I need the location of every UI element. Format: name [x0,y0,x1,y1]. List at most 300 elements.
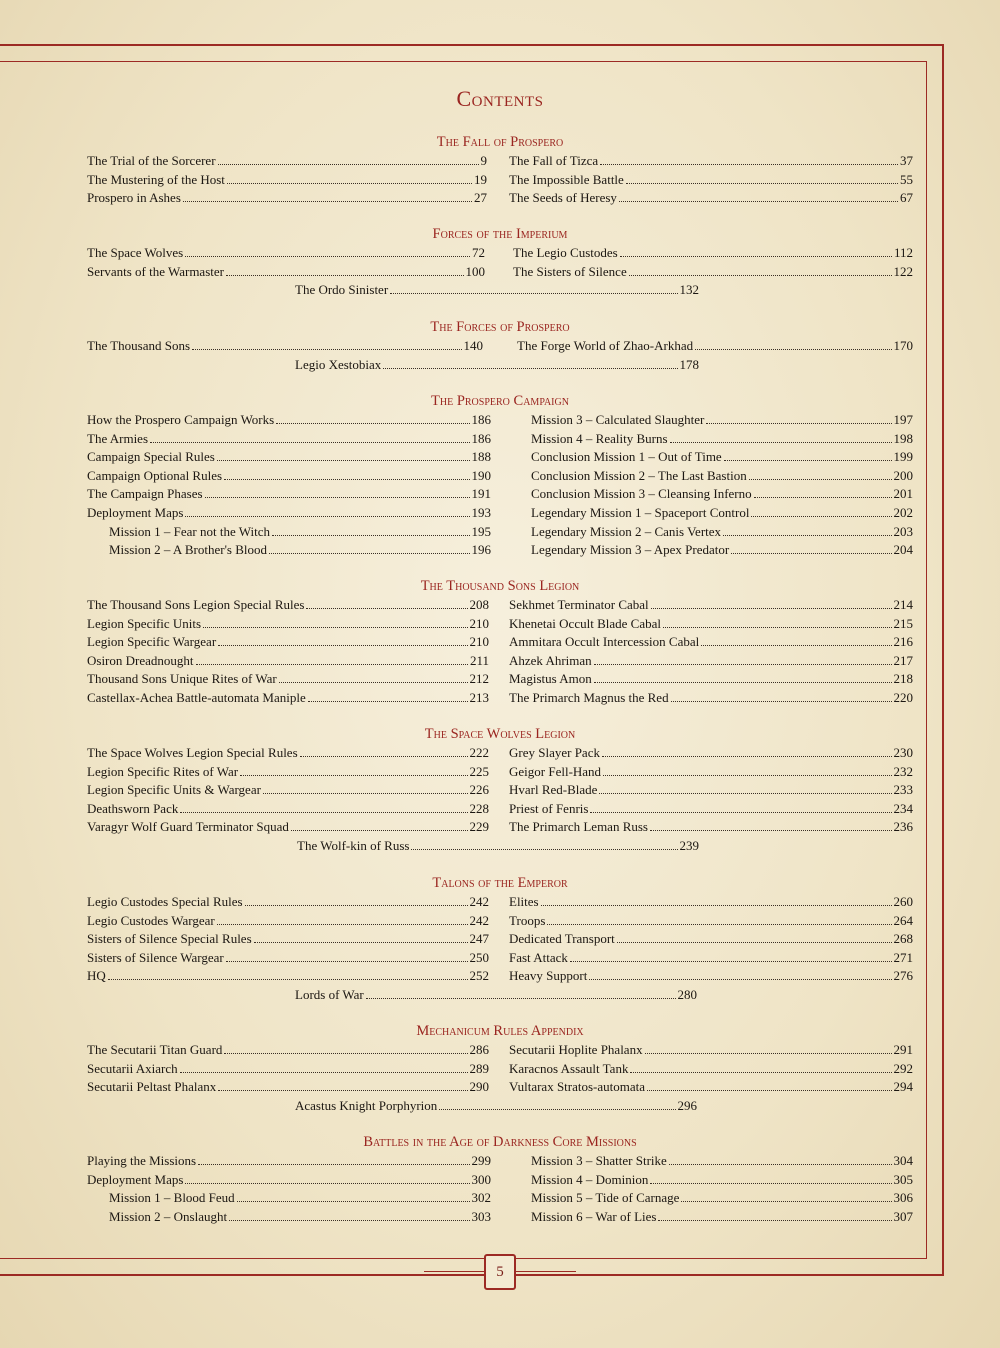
toc-entry-title: Legio Custodes Wargear [87,912,215,928]
toc-entry-title: The Primarch Magnus the Red [509,689,669,705]
toc-section [87,1022,913,1115]
toc-entry-title: Legendary Mission 1 – Spaceport Control [531,504,750,520]
toc-entry-title: Ammitara Occult Intercession Cabal [509,634,700,650]
dot-leader [224,1041,467,1054]
toc-entry[interactable] [87,337,483,356]
toc-centered-entry [295,986,697,1005]
toc-entry[interactable] [297,837,699,856]
toc-entry-page: 226 [469,782,489,798]
dot-leader [619,189,898,202]
toc-column-left [87,744,489,837]
toc-entry[interactable] [509,1060,913,1079]
toc-entry-title: The Campaign Phases [87,486,203,502]
dot-leader [218,633,467,646]
toc-entry-title: Mission 5 – Tide of Carnage [531,1190,680,1206]
toc-entry-page: 112 [893,245,913,260]
toc-entry-title: The Armies [87,430,149,446]
toc-entry-title: Mission 1 – Blood Feud [109,1190,235,1206]
toc-entry-title: The Sisters of Silence [513,263,627,279]
dot-leader [269,541,470,554]
toc-entry-page: 178 [679,356,699,372]
toc-entry[interactable] [509,912,913,931]
dot-leader [306,596,467,609]
toc-entry-page: 305 [893,1171,913,1187]
dot-leader [626,171,898,184]
toc-entry-title: Grey Slayer Pack [509,745,600,760]
dot-leader [180,1060,468,1073]
toc-entry[interactable] [531,1171,913,1190]
toc-entry-page: 233 [893,782,913,798]
toc-entry-title: The Fall of Tizca [509,153,599,168]
toc-entry[interactable] [87,689,489,708]
dot-leader [226,263,464,276]
dot-leader [671,689,892,702]
toc-entry-title: HQ [87,968,106,984]
toc-entry-title: Vultarax Stratos-automata [509,1079,646,1095]
toc-entry[interactable] [509,930,913,949]
toc-entry[interactable] [87,818,489,837]
toc-entry-page: 196 [471,542,491,558]
dot-leader [218,1078,467,1091]
toc-entry-page: 200 [893,467,913,483]
toc-entry-title: Conclusion Mission 1 – Out of Time [531,449,722,465]
toc-entry[interactable] [87,1189,491,1208]
dot-leader [570,949,892,962]
toc-entry[interactable] [509,596,913,615]
toc-entry-page: 222 [469,745,489,760]
dot-leader [629,263,892,276]
toc-entry[interactable] [87,485,491,504]
toc-entry-title: The Ordo Sinister [295,282,389,298]
dot-leader [647,1078,891,1091]
toc-entry-title: Acastus Knight Porphyrion [295,1097,438,1113]
dot-leader [245,893,468,906]
toc-entry-title: Thousand Sons Unique Rites of War [87,671,277,687]
toc-entry-page: 216 [893,634,913,650]
dot-leader [681,1189,891,1202]
toc-entry-page: 232 [893,763,913,779]
dot-leader [108,967,468,980]
toc-entry-page: 247 [469,931,489,947]
toc-entry-page: 208 [469,597,489,612]
toc-entry-page: 252 [469,968,489,984]
toc-entry-page: 186 [471,412,491,427]
toc-entry-page: 242 [469,912,489,928]
page-number: 5 [484,1254,516,1290]
toc-entry[interactable] [87,467,491,486]
toc-entry-title: Priest of Fenris [509,800,589,816]
toc-entry[interactable] [87,800,489,819]
toc-entry-title: Legion Specific Rites of War [87,763,239,779]
dot-leader [226,949,468,962]
toc-entry[interactable] [87,1208,491,1227]
toc-entry-page: 234 [893,800,913,816]
dot-leader [749,467,892,480]
dot-leader [723,523,891,536]
toc-entry-title: Lords of War [295,986,364,1002]
section-title: The Fall of Prospero [436,134,564,150]
toc-entry-title: The Trial of the Sorcerer [87,153,216,168]
toc-entry-title: Sekhmet Terminator Cabal [509,597,649,612]
toc-entry-title: Mission 2 – Onslaught [109,1208,228,1224]
toc-entry-title: Secutarii Hoplite Phalanx [509,1042,643,1057]
toc-entry[interactable] [295,986,697,1005]
toc-entry-title: Mission 3 – Calculated Slaughter [531,412,705,427]
dot-leader [217,912,468,925]
toc-entry[interactable] [87,244,485,263]
toc-entry-page: 19 [474,171,487,187]
toc-entry-page: 170 [893,338,913,353]
toc-entry-title: Legio Xestobiax [295,356,382,372]
toc-entry-title: Ahzek Ahriman [509,652,592,668]
dot-leader [411,837,677,850]
section-title: The Space Wolves Legion [424,726,576,742]
toc-entry[interactable] [509,818,913,837]
toc-entry-page: 195 [471,523,491,539]
toc-entry-page: 214 [893,597,913,612]
toc-entry[interactable] [87,967,489,986]
dot-leader [366,986,676,999]
toc-entry[interactable] [87,949,489,968]
toc-entry[interactable] [87,1171,491,1190]
dot-leader [308,689,468,702]
toc-entry[interactable] [87,615,489,634]
dot-leader [589,967,891,980]
toc-entry[interactable] [87,411,491,430]
toc-entry[interactable] [531,1189,913,1208]
toc-entry-title: Campaign Optional Rules [87,467,223,483]
dot-leader [751,504,891,517]
toc-entry[interactable] [509,1041,913,1060]
toc-entry[interactable] [87,504,491,523]
toc-section [87,318,913,374]
toc-entry-title: Conclusion Mission 2 – The Last Bastion [531,467,747,483]
toc-entry-page: 202 [893,504,913,520]
toc-entry-title: The Impossible Battle [509,171,624,187]
toc-entry-page: 280 [677,986,697,1002]
toc-entry-page: 100 [465,263,485,279]
toc-column-right [513,244,913,281]
toc-entry-page: 72 [472,245,485,260]
toc-entry[interactable] [531,430,913,449]
toc-entry[interactable] [531,448,913,467]
toc-entry[interactable] [87,430,491,449]
dot-leader [617,930,892,943]
toc-entry-title: Mission 4 – Dominion [531,1171,649,1187]
toc-entry-page: 197 [893,412,913,427]
toc-entry-title: Servants of the Warmaster [87,263,224,279]
toc-entry-title: The Space Wolves [87,245,184,260]
toc-entry-page: 225 [469,763,489,779]
toc-entry-page: 210 [469,634,489,650]
toc-entry-page: 294 [893,1079,913,1095]
toc-column-right [509,152,913,208]
toc-entry-page: 306 [893,1190,913,1206]
dot-leader [198,1152,469,1165]
toc-entry[interactable] [509,1078,913,1097]
dot-leader [205,485,470,498]
toc-entry-page: 186 [471,430,491,446]
toc-entry[interactable] [509,763,913,782]
toc-centered-entry [295,1097,697,1116]
toc-entry-page: 67 [900,190,913,206]
toc-entry-page: 239 [679,837,699,853]
toc-entry[interactable] [517,337,913,356]
toc-entry-title: Legion Specific Units [87,615,202,631]
toc-entry-title: Magistus Amon [509,671,592,687]
dot-leader [669,1152,892,1165]
toc-centered-entry [295,356,699,375]
toc-entry-page: 302 [471,1190,491,1206]
toc-entry[interactable] [87,744,489,763]
dot-leader [185,1171,469,1184]
toc-entry-page: 9 [480,153,487,168]
toc-column-left [87,244,485,281]
toc-column-right [509,1041,913,1097]
toc-entry-title: The Forge World of Zhao-Arkhad [517,338,694,353]
toc-entry-page: 55 [900,171,913,187]
toc-entry-title: Legendary Mission 3 – Apex Predator [531,542,730,558]
toc-entry[interactable] [87,1060,489,1079]
toc-entry-title: The Thousand Sons [87,338,191,353]
toc-entry[interactable] [87,263,485,282]
section-title: The Prospero Campaign [431,393,569,409]
dot-leader [547,912,891,925]
toc-entry-title: The Seeds of Heresy [509,190,617,206]
toc-entry[interactable] [531,411,913,430]
dot-leader [599,781,891,794]
dot-leader [383,356,677,369]
toc-entry[interactable] [87,523,491,542]
toc-entry-page: 228 [469,800,489,816]
toc-column-right [531,411,913,560]
toc-entry[interactable] [509,800,913,819]
toc-entry-page: 217 [893,652,913,668]
toc-entry[interactable] [87,541,491,560]
toc-entry[interactable] [87,912,489,931]
toc-section [87,133,913,208]
toc-entry-page: 291 [893,1042,913,1057]
toc-entry-title: The Legio Custodes [513,245,618,260]
toc-entry-title: Legion Specific Units & Wargear [87,782,261,798]
dot-leader [185,504,469,517]
toc-entry[interactable] [87,1152,491,1171]
dot-leader [196,652,468,665]
toc-entry[interactable] [509,689,913,708]
dot-leader [390,281,677,294]
toc-entry-page: 307 [893,1208,913,1224]
dot-leader [229,1208,469,1221]
toc-entry-page: 218 [893,671,913,687]
toc-entry[interactable] [87,893,489,912]
toc-entry[interactable] [295,356,699,375]
toc-entry-title: Osiron Dreadnought [87,652,194,668]
toc-entry[interactable] [509,949,913,968]
toc-entry-title: Sisters of Silence Wargear [87,949,224,965]
toc-entry-title: The Space Wolves Legion Special Rules [87,745,298,760]
toc-entry[interactable] [87,171,487,190]
dot-leader [590,800,891,813]
toc-section [87,225,913,300]
toc-entry-page: 289 [469,1060,489,1076]
toc-entry-title: Dedicated Transport [509,931,615,947]
toc-column-left [87,411,491,560]
section-title: The Thousand Sons Legion [420,578,580,594]
toc-column-left [87,1041,489,1097]
dot-leader [651,596,892,609]
toc-entry[interactable] [513,263,913,282]
toc-entry-title: Deployment Maps [87,504,184,520]
toc-entry-title: Conclusion Mission 3 – Cleansing Inferno [531,486,752,502]
toc-entry[interactable] [87,1078,489,1097]
dot-leader [602,744,892,757]
toc-column-right [509,744,913,837]
toc-entry-title: Castellax-Achea Battle-automata Maniple [87,689,306,705]
toc-entry-title: The Secutarii Titan Guard [87,1042,223,1057]
toc-entry[interactable] [509,189,913,208]
toc-entry-page: 250 [469,949,489,965]
dot-leader [658,1208,891,1221]
toc-entry[interactable] [87,1041,489,1060]
toc-entry-page: 213 [469,689,489,705]
toc-column-right [509,893,913,986]
dot-leader [279,670,468,683]
toc-entry[interactable] [509,744,913,763]
toc-entry-page: 193 [471,504,491,520]
dot-leader [724,448,892,461]
dot-leader [263,781,468,794]
section-title: Talons of the Emperor [432,875,568,891]
toc-entry[interactable] [531,504,913,523]
toc-entry[interactable] [509,152,913,171]
toc-entry[interactable] [509,652,913,671]
toc-entry[interactable] [509,781,913,800]
toc-column-left [87,893,489,986]
toc-entry-page: 264 [893,912,913,928]
toc-entry[interactable] [509,171,913,190]
dot-leader [272,523,469,536]
dot-leader [150,430,469,443]
toc-entry[interactable] [531,523,913,542]
toc-entry[interactable] [87,670,489,689]
toc-column-left [87,337,483,356]
toc-entry-page: 292 [893,1060,913,1076]
toc-entry-title: Secutarii Axiarch [87,1060,178,1076]
dot-leader [706,411,891,424]
toc-entry-title: Deathsworn Pack [87,800,179,816]
toc-entry[interactable] [509,670,913,689]
toc-entry[interactable] [531,541,913,560]
dot-leader [224,467,469,480]
toc-entry-title: Secutarii Peltast Phalanx [87,1079,217,1095]
toc-entry[interactable] [87,596,489,615]
section-title: The Forces of Prospero [430,319,570,335]
toc-entry-title: Legion Specific Wargear [87,634,217,650]
toc-entry[interactable] [87,652,489,671]
toc-entry[interactable] [87,189,487,208]
toc-entry-title: Fast Attack [509,949,568,965]
page-number-ornament-right [516,1271,576,1272]
toc-entry[interactable] [509,615,913,634]
toc-entry[interactable] [531,1152,913,1171]
toc-entry[interactable] [509,967,913,986]
dot-leader [300,744,468,757]
toc-entry[interactable] [509,893,913,912]
toc-entry-page: 300 [471,1171,491,1187]
toc-entry-page: 211 [469,652,489,668]
section-title: Battles in the Age of Darkness Core Missions [363,1134,637,1150]
toc-entry-page: 212 [469,671,489,687]
dot-leader [192,337,461,350]
toc-section [87,874,913,1005]
section-title: Mechanicum Rules Appendix [416,1023,584,1039]
toc-entry[interactable] [87,152,487,171]
toc-entry[interactable] [87,781,489,800]
toc-column-left [87,596,489,708]
dot-leader [603,763,891,776]
toc-entry-page: 203 [893,523,913,539]
toc-centered-entry [295,281,699,300]
toc-entry-title: Sisters of Silence Special Rules [87,931,252,947]
dot-leader [180,800,467,813]
toc-entry[interactable] [509,633,913,652]
toc-entry[interactable] [531,485,913,504]
toc-entry[interactable] [513,244,913,263]
toc-entry-title: Mission 4 – Reality Burns [531,430,668,446]
dot-leader [276,411,469,424]
toc-entry[interactable] [87,930,489,949]
toc-entry-title: Elites [509,894,539,909]
toc-entry[interactable] [87,763,489,782]
toc-entry-page: 229 [469,819,489,835]
toc-entry-title: Mission 3 – Shatter Strike [531,1153,667,1168]
toc-section [87,725,913,856]
toc-entry-page: 140 [463,338,483,353]
toc-section [87,392,913,560]
dot-leader [663,615,892,628]
toc-entry[interactable] [295,1097,697,1116]
toc-entry-page: 122 [893,263,913,279]
toc-entry[interactable] [531,1208,913,1227]
toc-entry-title: Campaign Special Rules [87,449,215,465]
toc-entry[interactable] [87,448,491,467]
toc-entry-page: 230 [893,745,913,760]
toc-entry-title: Mission 6 – War of Lies [531,1208,657,1224]
toc-centered-entry [297,837,699,856]
toc-entry-page: 286 [469,1042,489,1057]
toc-entry[interactable] [87,633,489,652]
toc-entry-title: Troops [509,912,546,928]
dot-leader [630,1060,891,1073]
toc-entry-page: 299 [471,1153,491,1168]
dot-leader [600,152,898,165]
dot-leader [620,244,892,257]
dot-leader [254,930,468,943]
toc-entry-page: 290 [469,1079,489,1095]
toc-column-right [531,1152,913,1226]
toc-entry-title: Karacnos Assault Tank [509,1060,629,1076]
toc-entry-page: 215 [893,615,913,631]
toc-entry-title: The Mustering of the Host [87,171,225,187]
dot-leader [183,189,472,202]
dot-leader [237,1189,470,1202]
dot-leader [650,818,892,831]
toc-entry-page: 210 [469,615,489,631]
toc-column-left [87,152,487,208]
toc-entry[interactable] [295,281,699,300]
toc-entry-page: 304 [893,1153,913,1168]
toc-entry[interactable] [531,467,913,486]
